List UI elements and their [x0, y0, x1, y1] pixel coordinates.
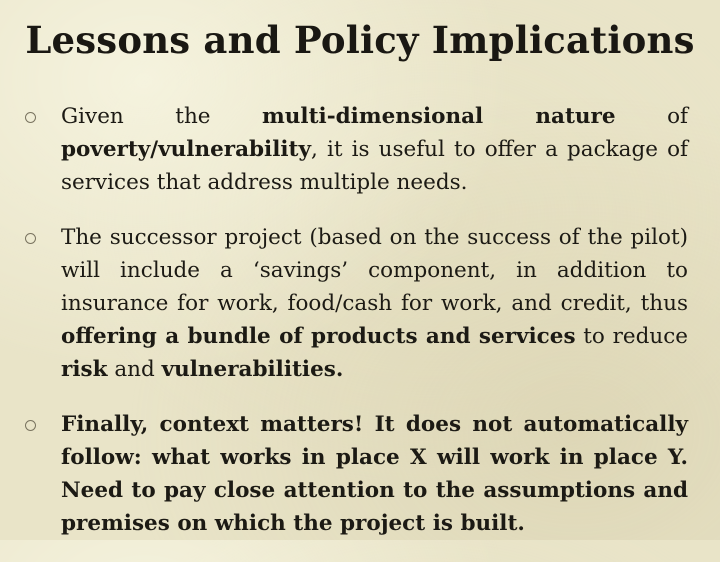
text-segment: Given the	[61, 104, 263, 129]
bullet-circle-icon	[25, 233, 36, 244]
text-segment-bold: Finally, context matters! It does not automatically follow: what works in place X will work in place Y. Need to pay close attention to the assumptions and premises on which the project is built.	[61, 412, 688, 536]
text-segment: to reduce	[575, 324, 688, 349]
text-segment-bold: offering a bundle of products and services	[61, 324, 576, 349]
bullet-item	[25, 100, 688, 199]
slide-title: Lessons and Policy Implications	[25, 18, 695, 62]
bullet-item	[25, 408, 688, 540]
text-segment: The successor project (based on the success of the pilot) will include a ‘savings’ component, in addition to insurance for work, food/cash for work, and credit, thus	[61, 225, 688, 316]
text-segment-bold: risk	[61, 357, 108, 382]
bullet-text	[61, 412, 688, 536]
text-segment: of	[615, 104, 688, 129]
text-segment-bold: poverty/vulnerability	[61, 137, 311, 162]
bullet-text	[61, 104, 688, 195]
text-segment-bold: vulnerabilities.	[161, 357, 344, 382]
text-segment: , it is useful to offer a package of services that address multiple needs.	[61, 137, 688, 195]
bullet-text	[61, 225, 688, 382]
text-segment-bold: multi-dimensional nature	[262, 104, 616, 129]
bullet-circle-icon	[25, 112, 36, 123]
text-segment: and	[107, 357, 162, 382]
bullet-item	[25, 221, 688, 386]
bullet-circle-icon	[25, 420, 36, 431]
bullet-list	[25, 100, 688, 562]
